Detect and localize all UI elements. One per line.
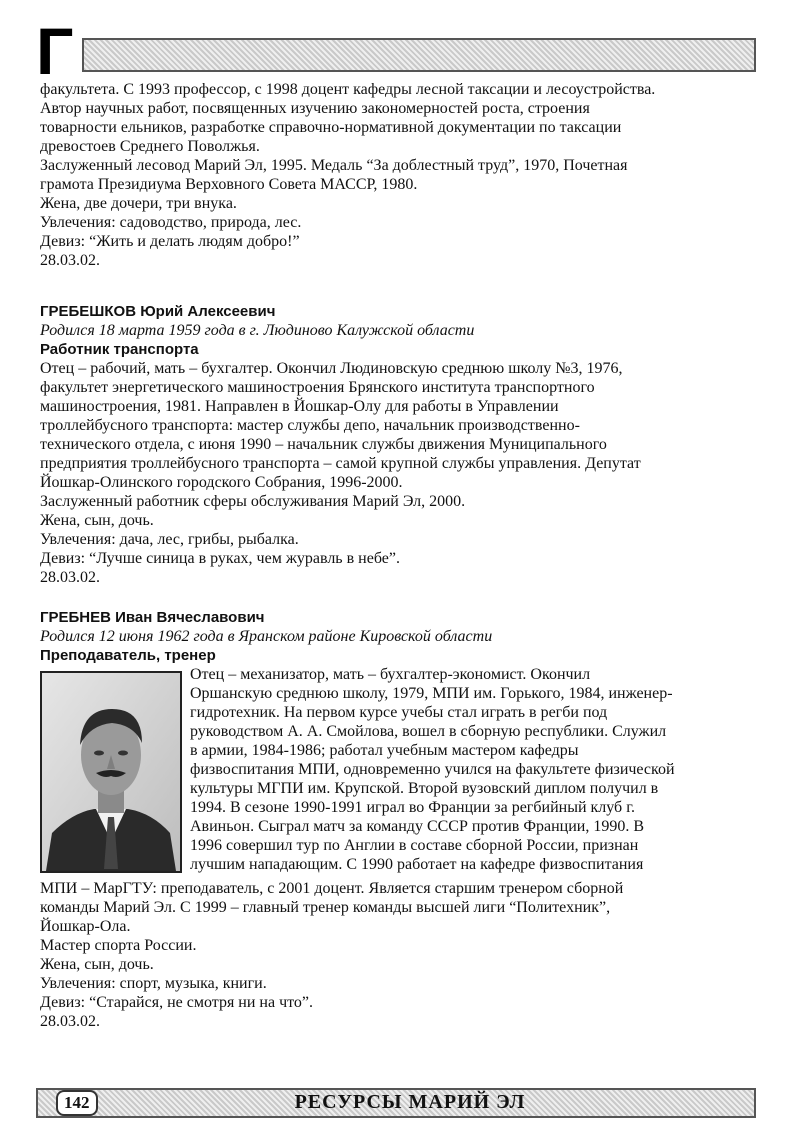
text-line: 28.03.02.	[40, 569, 100, 586]
text-line: Увлечения: дача, лес, грибы, рыбалка.	[40, 531, 299, 548]
text-line: Девиз: “Лучше синица в руках, чем журавль в небе”.	[40, 550, 400, 567]
entry-grebnev	[40, 608, 760, 1031]
text-line: факультета. С 1993 профессор, с 1998 доцент кафедры лесной таксации и лесоустройства.	[40, 81, 656, 98]
text-line: товарности ельников, разработке справочно-нормативной документации по таксации	[40, 119, 622, 136]
text-line: Жена, сын, дочь.	[40, 956, 154, 973]
text-line: физвоспитания МПИ, одновременно учился на факультете физической	[190, 761, 675, 778]
text-line: Отец – рабочий, мать – бухгалтер. Окончил Людиновскую среднюю школу №3, 1976,	[40, 360, 623, 377]
text-line: лучшим нападающим. С 1990 работает на кафедре физвоспитания	[190, 856, 644, 873]
footer-title: РЕСУРСЫ МАРИЙ ЭЛ	[294, 1091, 526, 1113]
text-line: 1996 совершил тур по Англии в составе сборной России, признан	[190, 837, 639, 854]
text-line: Йошкар-Олинского городского Собрания, 1996-2000.	[40, 474, 403, 491]
portrait-image	[42, 673, 180, 871]
text-line: команды Марий Эл. С 1999 – главный тренер команды высшей лиги “Политехник”,	[40, 899, 611, 916]
text-line: 1994. В сезоне 1990-1991 играл во Франции за регбийный клуб г.	[190, 799, 635, 816]
text-line: Йошкар-Ола.	[40, 918, 131, 935]
entry-profession: Преподаватель, тренер	[40, 647, 216, 664]
text-line: руководством А. А. Смойлова, вошел в сборную республики. Служил	[190, 723, 667, 740]
text-line: Девиз: “Жить и делать людям добро!”	[40, 233, 300, 250]
text-line: 28.03.02.	[40, 1013, 100, 1030]
entry-grebeshkov	[40, 302, 760, 587]
entry-birth: Родился 12 июня 1962 года в Яранском районе Кировской области	[40, 628, 493, 645]
text-line: 28.03.02.	[40, 252, 100, 269]
text-line: грамота Президиума Верховного Совета МАССР, 1980.	[40, 176, 418, 193]
text-line: Увлечения: спорт, музыка, книги.	[40, 975, 267, 992]
entry-name: ГРЕБЕШКОВ Юрий Алексеевич	[40, 303, 276, 320]
text-line: древостоев Среднего Поволжья.	[40, 138, 260, 155]
text-line: Увлечения: садоводство, природа, лес.	[40, 214, 302, 231]
text-line: Заслуженный лесовод Марий Эл, 1995. Медаль “За доблестный труд”, 1970, Почетная	[40, 157, 628, 174]
text-line: Жена, сын, дочь.	[40, 512, 154, 529]
text-line: Авиньон. Сыграл матч за команду СССР против Франции, 1990. В	[190, 818, 644, 835]
text-line: культуры МГПИ им. Крупской. Второй вузовский диплом получил в	[190, 780, 659, 797]
entry-birth: Родился 18 марта 1959 года в г. Людиново Калужской области	[40, 322, 475, 339]
text-line: Мастер спорта России.	[40, 937, 197, 954]
content	[40, 80, 760, 1031]
text-line: Оршанскую среднюю школу, 1979, МПИ им. Горького, 1984, инженер-	[190, 685, 673, 702]
text-line: Заслуженный работник сферы обслуживания Марий Эл, 2000.	[40, 493, 466, 510]
text-line: технического отдела, с июня 1990 – начальник службы движения Муниципального	[40, 436, 607, 453]
text-line: факультет энергетического машиностроения Брянского института транспортного	[40, 379, 595, 396]
text-line: Девиз: “Старайся, не смотря ни на что”.	[40, 994, 314, 1011]
text-line: Отец – механизатор, мать – бухгалтер-экономист. Окончил	[190, 666, 591, 683]
text-line: Жена, две дочери, три внука.	[40, 195, 237, 212]
text-line: МПИ – МарГТУ: преподаватель, с 2001 доцент. Является старшим тренером сборной	[40, 880, 624, 897]
photo-text-wrap	[40, 665, 760, 879]
entry-name: ГРЕБНЕВ Иван Вячеславович	[40, 609, 265, 626]
entry-profession: Работник транспорта	[40, 341, 199, 358]
text-line: гидротехник. На первом курсе учебы стал играть в регби под	[190, 704, 608, 721]
text-line: машиностроения, 1981. Направлен в Йошкар-Олу для работы в Управлении	[40, 398, 559, 415]
header-band	[82, 38, 756, 72]
text-line: в армии, 1984-1986; работал учебным мастером кафедры	[190, 742, 579, 759]
portrait-photo	[40, 671, 182, 873]
intro-block	[40, 80, 760, 270]
text-line: Автор научных работ, посвященных изучению закономерностей роста, строения	[40, 100, 590, 117]
text-line: предприятия троллейбусного транспорта – самой крупной службы управления. Депутат	[40, 455, 641, 472]
page-number: 142	[56, 1090, 98, 1116]
section-letter: Г	[36, 14, 74, 88]
text-line: троллейбусного транспорта: мастер службы депо, начальник производственно-	[40, 417, 580, 434]
